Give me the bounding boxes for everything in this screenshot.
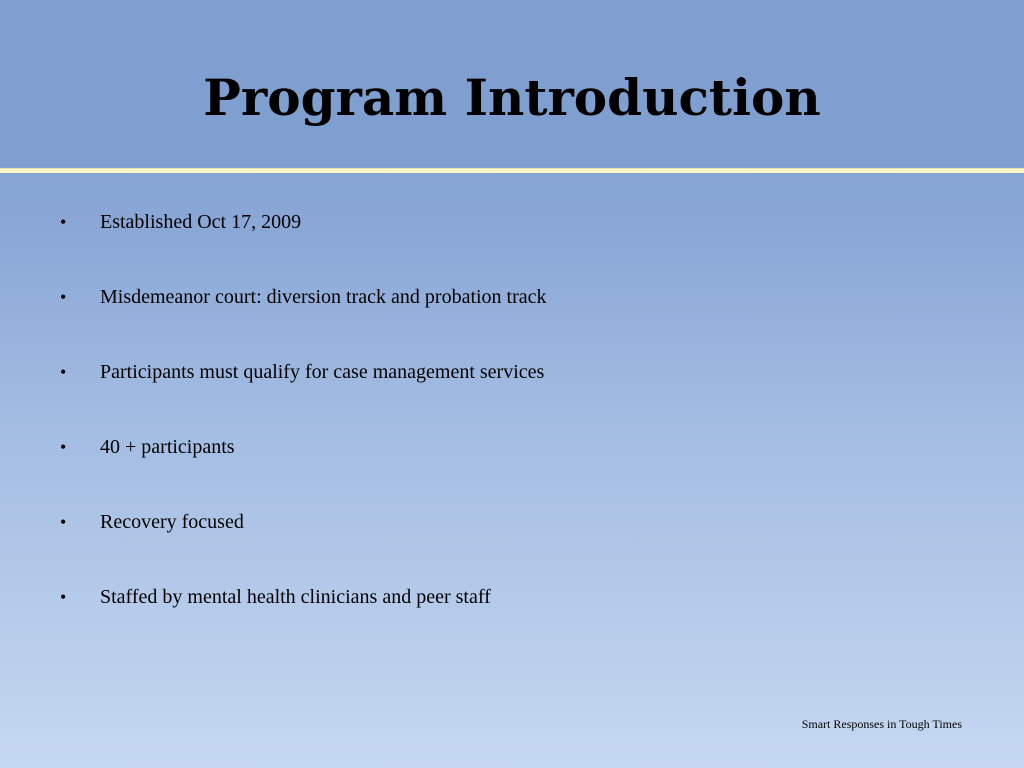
bullet-list bbox=[60, 205, 960, 655]
bullet-item bbox=[60, 430, 960, 505]
bullet-marker: • bbox=[60, 437, 67, 457]
bullet-marker: • bbox=[60, 512, 67, 532]
bullet-marker: • bbox=[60, 362, 67, 382]
bullet-item bbox=[60, 580, 960, 655]
bullet-marker: • bbox=[60, 212, 67, 232]
bullet-marker: • bbox=[60, 287, 67, 307]
bullet-text: Misdemeanor court: diversion track and probation track bbox=[100, 286, 547, 308]
bullet-item bbox=[60, 355, 960, 430]
bullet-text: Staffed by mental health clinicians and peer staff bbox=[100, 586, 491, 608]
slide-title: Program Introduction bbox=[203, 68, 821, 127]
bullet-text: Participants must qualify for case management services bbox=[100, 361, 545, 383]
title-divider bbox=[0, 168, 1024, 173]
bullet-item bbox=[60, 205, 960, 280]
bullet-text: 40 + participants bbox=[100, 436, 235, 458]
bullet-item bbox=[60, 505, 960, 580]
slide-footer: Smart Responses in Tough Times bbox=[801, 717, 962, 731]
bullet-item bbox=[60, 280, 960, 355]
bullet-marker: • bbox=[60, 587, 67, 607]
bullet-text: Recovery focused bbox=[100, 511, 244, 533]
bullet-text: Established Oct 17, 2009 bbox=[100, 211, 302, 233]
